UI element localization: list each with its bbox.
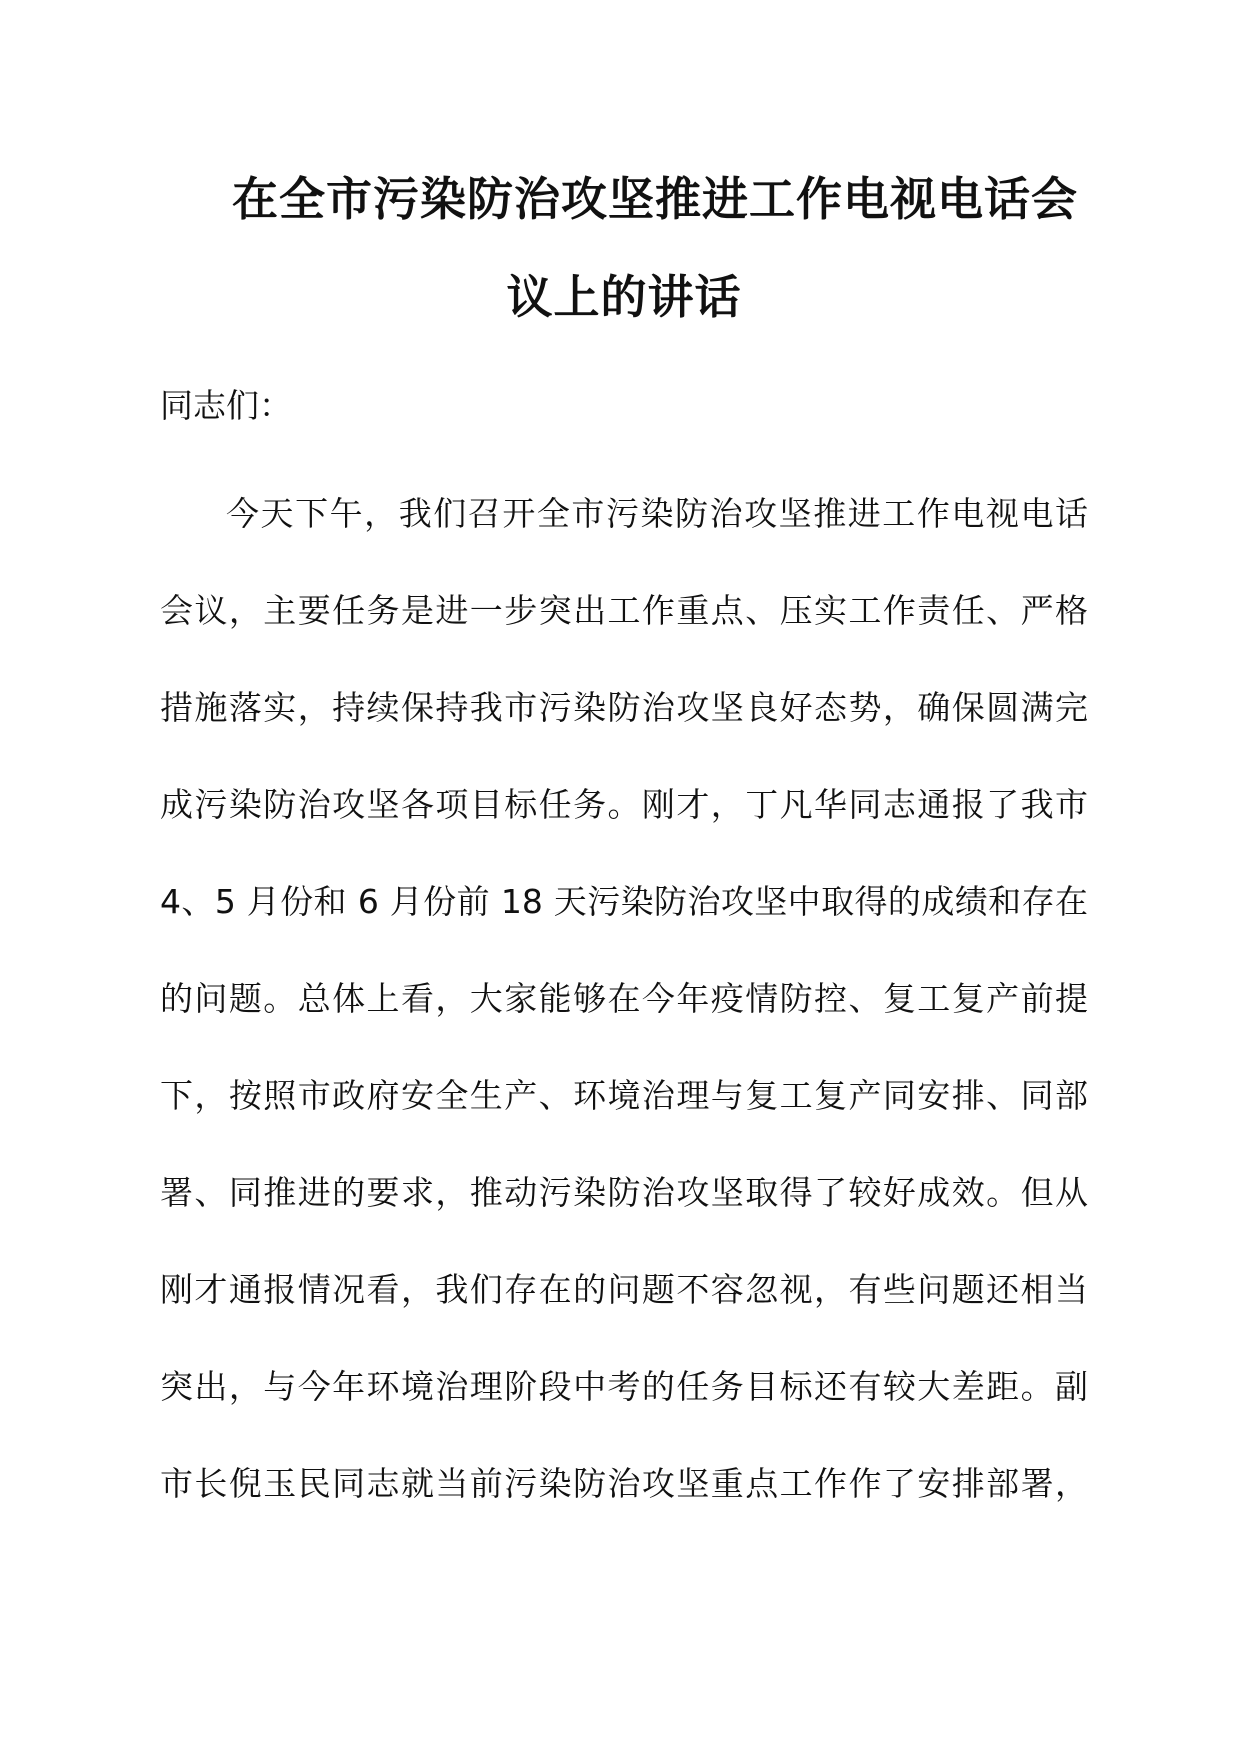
document-title-line-2: 议上的讲话 xyxy=(506,270,742,324)
paragraph-line: 市长倪玉民同志就当前污染防治攻坚重点工作作了安排部署， xyxy=(160,1464,1088,1503)
paragraph-line: 的问题。总体上看，大家能够在今年疫情防控、复工复产前提 xyxy=(160,979,1088,1018)
paragraph-line: 措施落实，持续保持我市污染防治攻坚良好态势，确保圆满完 xyxy=(160,688,1088,727)
paragraph-line: 今天下午，我们召开全市污染防治攻坚推进工作电视电话 xyxy=(226,494,1088,533)
paragraph-line: 刚才通报情况看，我们存在的问题不容忽视，有些问题还相当 xyxy=(160,1270,1088,1309)
paragraph-line: 下，按照市政府安全生产、环境治理与复工复产同安排、同部 xyxy=(160,1076,1088,1115)
paragraph-line: 署、同推进的要求，推动污染防治攻坚取得了较好成效。但从 xyxy=(160,1173,1088,1212)
document-title-line-1: 在全市污染防治攻坚推进工作电视电话会 xyxy=(232,172,1078,226)
paragraph-line: 突出，与今年环境治理阶段中考的任务目标还有较大差距。副 xyxy=(160,1367,1088,1406)
paragraph-line: 4、5 月份和 6 月份前 18 天污染防治攻坚中取得的成绩和存在 xyxy=(160,882,1088,921)
salutation: 同志们： xyxy=(160,386,292,425)
paragraph-line: 成污染防治攻坚各项目标任务。刚才，丁凡华同志通报了我市 xyxy=(160,785,1088,824)
paragraph-line: 会议，主要任务是进一步突出工作重点、压实工作责任、严格 xyxy=(160,591,1088,630)
